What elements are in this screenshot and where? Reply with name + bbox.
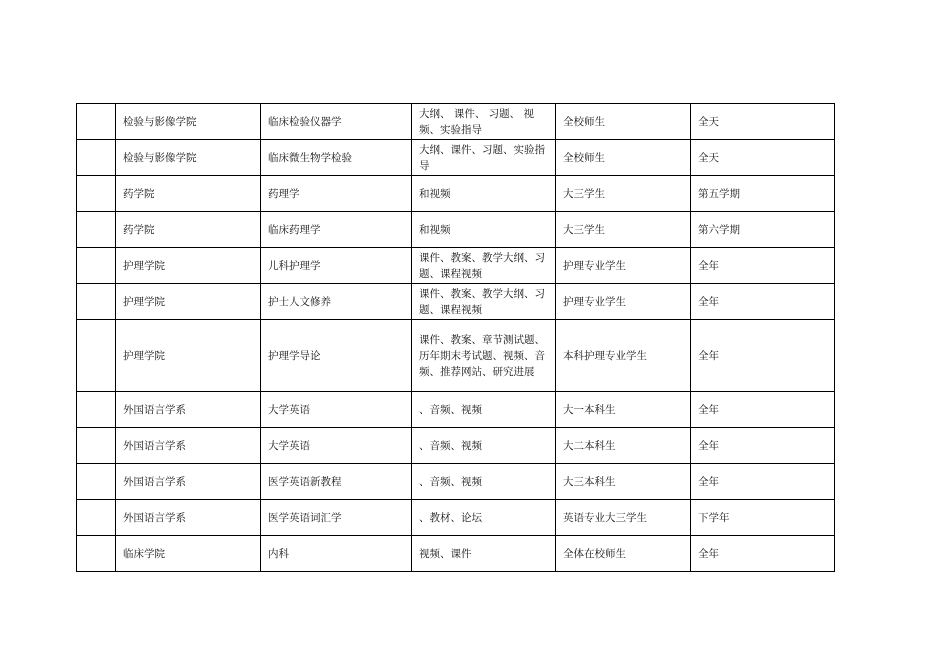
table-row (77, 248, 835, 284)
table-row (77, 428, 835, 464)
content-cell: 和视频 (412, 176, 556, 212)
index-cell (77, 140, 116, 176)
college-cell: 外国语言学系 (116, 464, 261, 500)
resource-table-body (77, 104, 835, 572)
table-row (77, 104, 835, 140)
content-cell: 大纲、课件、习题、实验指导 (412, 140, 556, 176)
college-cell: 外国语言学系 (116, 428, 261, 464)
index-cell (77, 212, 116, 248)
course-cell: 医学英语词汇学 (261, 500, 412, 536)
table-row (77, 284, 835, 320)
course-cell: 大学英语 (261, 392, 412, 428)
audience-cell: 护理专业学生 (556, 248, 691, 284)
index-cell (77, 104, 116, 140)
table-row (77, 392, 835, 428)
table-row (77, 140, 835, 176)
time-cell: 第五学期 (691, 176, 835, 212)
time-cell: 全天 (691, 140, 835, 176)
time-cell: 全年 (691, 392, 835, 428)
audience-cell: 全校师生 (556, 140, 691, 176)
content-cell: 课件、教案、章节测试题、历年期末考试题、视频、音频、推荐网站、研究进展 (412, 320, 556, 392)
course-cell: 临床微生物学检验 (261, 140, 412, 176)
college-cell: 护理学院 (116, 248, 261, 284)
course-cell: 医学英语新教程 (261, 464, 412, 500)
audience-cell: 全校师生 (556, 104, 691, 140)
audience-cell: 大二本科生 (556, 428, 691, 464)
course-cell: 临床药理学 (261, 212, 412, 248)
table-row (77, 176, 835, 212)
index-cell (77, 464, 116, 500)
course-cell: 护理学导论 (261, 320, 412, 392)
time-cell: 全年 (691, 464, 835, 500)
course-cell: 内科 (261, 536, 412, 572)
content-cell: 、音频、视频 (412, 392, 556, 428)
college-cell: 检验与影像学院 (116, 140, 261, 176)
table-row (77, 212, 835, 248)
table-row (77, 320, 835, 392)
index-cell (77, 284, 116, 320)
table-row (77, 536, 835, 572)
table-row (77, 464, 835, 500)
resource-table (76, 103, 835, 572)
college-cell: 药学院 (116, 176, 261, 212)
time-cell: 全年 (691, 428, 835, 464)
index-cell (77, 428, 116, 464)
college-cell: 外国语言学系 (116, 392, 261, 428)
time-cell: 全年 (691, 284, 835, 320)
college-cell: 护理学院 (116, 320, 261, 392)
time-cell: 全年 (691, 248, 835, 284)
time-cell: 全年 (691, 320, 835, 392)
index-cell (77, 536, 116, 572)
audience-cell: 本科护理专业学生 (556, 320, 691, 392)
audience-cell: 大一本科生 (556, 392, 691, 428)
index-cell (77, 248, 116, 284)
college-cell: 临床学院 (116, 536, 261, 572)
content-cell: 、音频、视频 (412, 464, 556, 500)
course-cell: 大学英语 (261, 428, 412, 464)
audience-cell: 全体在校师生 (556, 536, 691, 572)
content-cell: 课件、教案、教学大纲、习题、课程视频 (412, 284, 556, 320)
course-cell: 临床检验仪器学 (261, 104, 412, 140)
course-cell: 儿科护理学 (261, 248, 412, 284)
content-cell: 、音频、视频 (412, 428, 556, 464)
content-cell: 视频、课件 (412, 536, 556, 572)
audience-cell: 大三学生 (556, 212, 691, 248)
college-cell: 护理学院 (116, 284, 261, 320)
course-cell: 药理学 (261, 176, 412, 212)
time-cell: 下学年 (691, 500, 835, 536)
course-cell: 护士人文修养 (261, 284, 412, 320)
content-cell: 大纲、 课件、 习题、 视频、实验指导 (412, 104, 556, 140)
audience-cell: 大三学生 (556, 176, 691, 212)
content-cell: 、教材、论坛 (412, 500, 556, 536)
audience-cell: 英语专业大三学生 (556, 500, 691, 536)
audience-cell: 大三本科生 (556, 464, 691, 500)
time-cell: 全年 (691, 536, 835, 572)
index-cell (77, 500, 116, 536)
time-cell: 全天 (691, 104, 835, 140)
index-cell (77, 320, 116, 392)
content-cell: 课件、教案、教学大纲、习题、课程视频 (412, 248, 556, 284)
college-cell: 外国语言学系 (116, 500, 261, 536)
college-cell: 药学院 (116, 212, 261, 248)
college-cell: 检验与影像学院 (116, 104, 261, 140)
table-row (77, 500, 835, 536)
index-cell (77, 176, 116, 212)
audience-cell: 护理专业学生 (556, 284, 691, 320)
index-cell (77, 392, 116, 428)
content-cell: 和视频 (412, 212, 556, 248)
time-cell: 第六学期 (691, 212, 835, 248)
